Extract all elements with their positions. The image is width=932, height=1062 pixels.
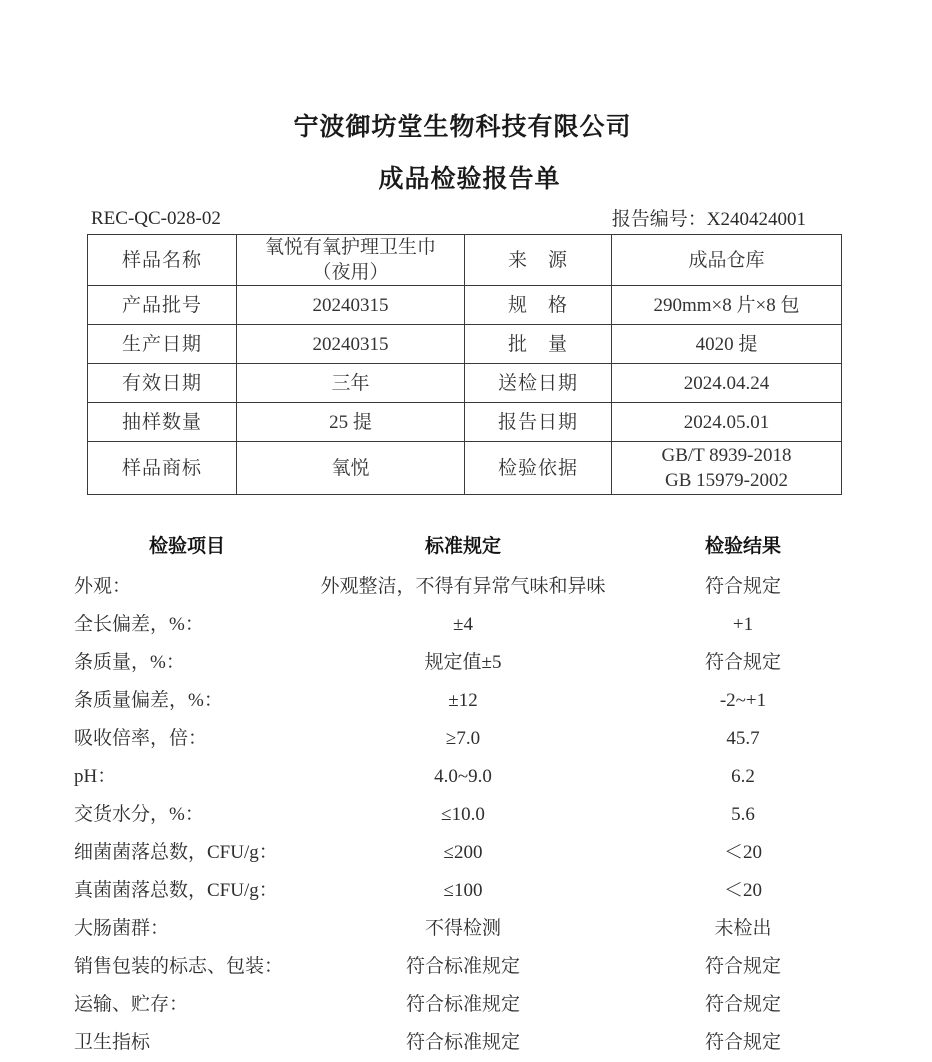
field-label: 规 格 [465, 286, 612, 325]
field-value: 20240315 [237, 325, 465, 364]
test-item: 大肠菌群： [74, 918, 170, 939]
test-result: ＜20 [723, 880, 762, 901]
report-number [612, 209, 806, 231]
field-value: 4020 提 [612, 325, 842, 364]
field-value: 氧悦 [237, 442, 465, 495]
inspection-results [0, 528, 925, 1053]
field-label: 产品批号 [88, 286, 237, 325]
field-value: 20240315 [237, 286, 465, 325]
field-label: 报告日期 [465, 403, 612, 442]
test-item: 交货水分，%： [74, 804, 204, 825]
results-header-row [0, 528, 925, 566]
test-result: 5.6 [731, 804, 755, 825]
test-result: 未检出 [714, 918, 772, 939]
test-item: pH： [74, 766, 117, 787]
info-row [88, 442, 842, 495]
standard-requirement: 符合标准规定 [405, 994, 520, 1015]
test-result: +1 [732, 614, 754, 635]
test-item: 真菌菌落总数，CFU/g： [74, 880, 278, 901]
field-label: 有效日期 [88, 364, 237, 403]
standard-requirement: ≤100 [443, 880, 483, 901]
test-result: -2~+1 [719, 690, 767, 711]
field-label: 来 源 [465, 235, 612, 286]
standard-requirement: 符合标准规定 [405, 956, 520, 977]
result-row [0, 644, 925, 682]
test-result: 45.7 [726, 728, 760, 749]
standard-requirement: ≤10.0 [441, 804, 485, 825]
field-value: 成品仓库 [612, 235, 842, 286]
test-item: 条质量，%： [74, 652, 185, 673]
column-header-item: 检验项目 [148, 536, 225, 557]
product-name-line: 氧悦有氧护理卫生巾 [264, 237, 436, 258]
field-label: 检验依据 [465, 442, 612, 495]
form-code: REC-QC-028-02 [91, 208, 221, 229]
test-item: 卫生指标 [74, 1032, 151, 1053]
column-header-standard: 标准规定 [424, 536, 501, 557]
info-row [88, 403, 842, 442]
result-row [0, 1024, 925, 1062]
field-label: 样品名称 [88, 235, 237, 286]
standard-basis-line: GB/T 8939-2018 [661, 445, 792, 466]
field-label: 批 量 [465, 325, 612, 364]
test-item: 外观： [74, 576, 132, 597]
info-row [88, 286, 842, 325]
test-result: 符合规定 [704, 956, 781, 977]
result-row [0, 834, 925, 872]
product-name-line: （夜用） [312, 262, 389, 283]
result-row [0, 796, 925, 834]
field-value: 2024.05.01 [612, 403, 842, 442]
field-value: 三年 [237, 364, 465, 403]
result-row [0, 682, 925, 720]
result-row [0, 986, 925, 1024]
standard-requirement: 规定值±5 [424, 652, 502, 673]
field-value: 290mm×8 片×8 包 [612, 286, 842, 325]
test-result: 符合规定 [704, 1032, 781, 1053]
test-item: 条质量偏差，%： [74, 690, 223, 711]
test-item: 运输、贮存： [74, 994, 189, 1015]
result-row [0, 910, 925, 948]
result-row [0, 606, 925, 644]
result-row [0, 568, 925, 606]
standard-requirement: 外观整洁，不得有异常气味和异味 [320, 576, 606, 597]
company-name: 宁波御坊堂生物科技有限公司 [293, 114, 632, 141]
result-row [0, 720, 925, 758]
field-value [237, 235, 465, 286]
report-number-label: 报告编号： [611, 209, 707, 230]
info-row [88, 325, 842, 364]
info-row [88, 364, 842, 403]
test-result: 符合规定 [704, 576, 781, 597]
field-label: 生产日期 [88, 325, 237, 364]
report-number-value: X240424001 [706, 209, 806, 230]
test-result: 符合规定 [704, 652, 781, 673]
field-value: 2024.04.24 [612, 364, 842, 403]
standard-requirement: ≥7.0 [445, 728, 481, 749]
report-title: 成品检验报告单 [378, 166, 561, 193]
test-item: 全长偏差，%： [74, 614, 204, 635]
standard-requirement: 不得检测 [424, 918, 501, 939]
sample-info-table [87, 234, 842, 495]
result-row [0, 872, 925, 910]
info-row [88, 235, 842, 286]
test-result: ＜20 [723, 842, 762, 863]
test-result: 6.2 [731, 766, 755, 787]
result-row [0, 758, 925, 796]
test-item: 吸收倍率，倍： [74, 728, 208, 749]
result-row [0, 948, 925, 986]
field-label: 样品商标 [88, 442, 237, 495]
standard-basis-line: GB 15979-2002 [665, 470, 788, 491]
standard-requirement: ≤200 [443, 842, 483, 863]
standard-requirement: ±4 [453, 614, 473, 635]
standard-requirement: 4.0~9.0 [434, 766, 492, 787]
column-header-result: 检验结果 [704, 536, 781, 557]
field-label: 抽样数量 [88, 403, 237, 442]
test-result: 符合规定 [704, 994, 781, 1015]
field-value [612, 442, 842, 495]
field-label: 送检日期 [465, 364, 612, 403]
standard-requirement: 符合标准规定 [405, 1032, 520, 1053]
test-item: 销售包装的标志、包装： [74, 956, 284, 977]
test-item: 细菌菌落总数，CFU/g： [74, 842, 278, 863]
field-value: 25 提 [237, 403, 465, 442]
standard-requirement: ±12 [448, 690, 478, 711]
